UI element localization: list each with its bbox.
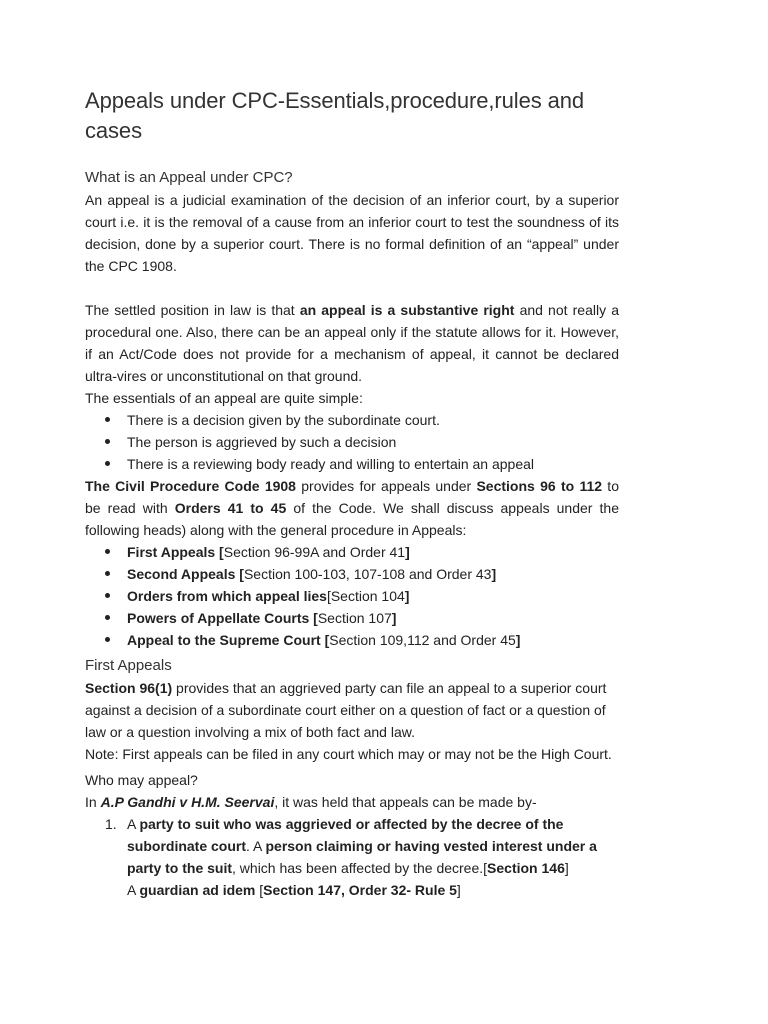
bullet-icon <box>105 417 110 422</box>
appeal-definition-paragraph: An appeal is a judicial examination of the decision of an inferior court, by a superior court i.e. it is the removal of a cause from an inferior court to test the soundness of its decision, done by a superior court. There is no formal definition of an “appeal” under the CPC 1908. <box>85 192 619 274</box>
bullet-icon <box>105 593 110 598</box>
list-item: 1. A party to suit who was aggrieved or affected by the decree of the subordinate court. A person claiming or having vested interest under a party to the suit, which has been affected by the decree.[Section 146] A guardian ad idem [Section 147, Order 32- Rule 5] <box>105 816 597 898</box>
heads-list <box>85 541 619 651</box>
list-item: Second Appeals [Section 100-103, 107-108 and Order 43] <box>85 563 619 585</box>
section-heading-what-is-appeal: What is an Appeal under CPC? <box>85 169 293 186</box>
who-may-appeal-heading: Who may appeal? <box>85 772 198 788</box>
spacer <box>85 277 619 299</box>
list-item: The person is aggrieved by such a decision <box>85 431 619 453</box>
bullet-icon <box>105 549 110 554</box>
bullet-icon <box>105 637 110 642</box>
bullet-icon <box>105 571 110 576</box>
list-item: There is a decision given by the subordinate court. <box>85 409 619 431</box>
essentials-list <box>85 409 619 475</box>
note-paragraph: Note: First appeals can be filed in any court which may or may not be the High Court. <box>85 746 612 762</box>
bullet-icon <box>105 615 110 620</box>
cpc-paragraph: The Civil Procedure Code 1908 provides for appeals under Sections 96 to 112 to be read with Orders 41 to 45 of the Code. We shall discuss appeals under the following heads) along with the general procedure in Appeals: <box>85 478 619 538</box>
list-item: Appeal to the Supreme Court [Section 109,112 and Order 45] <box>85 629 619 651</box>
case-paragraph: In A.P Gandhi v H.M. Seervai, it was held that appeals can be made by- <box>85 794 537 810</box>
list-item: Orders from which appeal lies[Section 104] <box>85 585 619 607</box>
bullet-icon <box>105 461 110 466</box>
who-may-appeal-list <box>85 813 619 901</box>
bullet-icon <box>105 439 110 444</box>
document-page <box>85 86 619 901</box>
list-item: Powers of Appellate Courts [Section 107] <box>85 607 619 629</box>
list-item: First Appeals [Section 96-99A and Order 41] <box>85 541 619 563</box>
page-title: Appeals under CPC-Essentials,procedure,rules and cases <box>85 88 585 143</box>
list-item: There is a reviewing body ready and willing to entertain an appeal <box>85 453 619 475</box>
section-96-paragraph: Section 96(1) provides that an aggrieved party can file an appeal to a superior court against a decision of a subordinate court either on a question of fact or a question of law or a question involving a mix of both fact and law. <box>85 680 607 740</box>
essentials-intro: The essentials of an appeal are quite simple: <box>85 390 363 406</box>
section-heading-first-appeals: First Appeals <box>85 657 172 674</box>
settled-position-paragraph: The settled position in law is that an appeal is a substantive right and not really a procedural one. Also, there can be an appeal only if the statute allows for it. However, if an Act/Code does not provide for a mechanism of appeal, it cannot be declared ultra-vires or unconstitutional on that ground. <box>85 302 619 384</box>
